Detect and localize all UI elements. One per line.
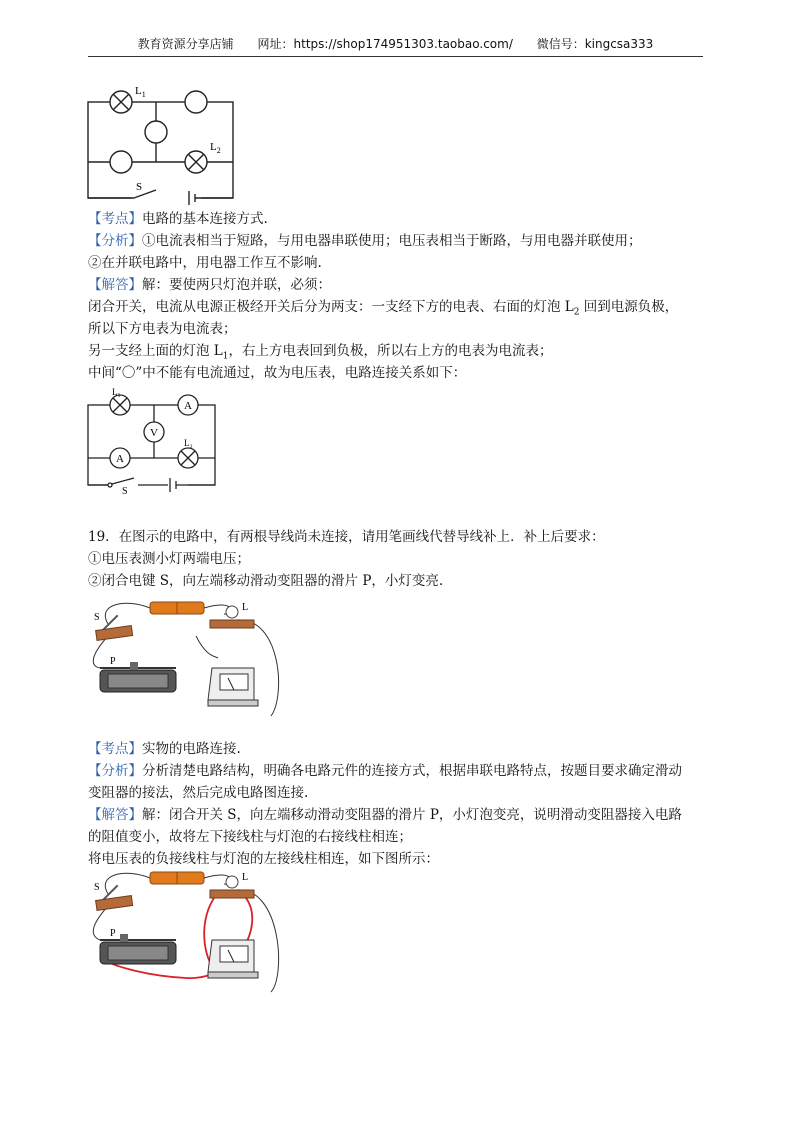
q19-req-1: ①电压表测小灯两端电压； [88,551,250,567]
label-s: S [94,612,100,623]
label-s: S [136,181,143,193]
q18-fenxi-1: 【分析】①电流表相当于短路，与用电器串联使用；电压表相当于断路，与用电器并联使用； [88,233,642,249]
header-url: 网址：https://shop174951303.taobao.com/ [257,37,513,51]
ammeter-bottom-label: A [116,453,124,465]
q18-jieda-1: 【解答】解：要使两只灯泡并联，必须： [88,277,331,293]
circuit-diagram-1 [86,86,246,206]
ammeter-top-label: A [184,400,192,412]
label-s: S [94,882,100,893]
real-circuit-photo-1 [86,596,286,726]
q18-fenxi-2: ②在并联电路中，用电器工作互不影响. [88,255,322,271]
voltmeter-label: V [150,427,158,439]
q18-jieda-2: 闭合开关，电流从电源正极经开关后分为两支：一支经下方的电表、右面的灯泡 $L_2$ 回到电源负极， [88,299,679,318]
label-p: P [110,928,116,939]
q19-fenxi-1: 【分析】分析清楚电路结构，明确各电路元件的连接方式，根据串联电路特点，按题目要求确定滑动 [88,763,682,779]
circuit-diagram-2 [86,386,226,496]
header-wechat: 微信号：kingcsa333 [536,37,654,51]
q19-jieda-2: 的阻值变小，故将左下接线柱与灯泡的右接线柱相连； [88,829,412,845]
q19-kaodian: 【考点】实物的电路连接. [88,741,241,757]
label-l2: L₂ [184,438,193,448]
header-shop: 教育资源分享店铺 [137,37,234,51]
label-s: S [122,486,128,497]
q19-jieda-1: 【解答】解：闭合开关 S，向左端移动滑动变阻器的滑片 P，小灯泡变亮，说明滑动变阻器接入电路 [88,807,682,823]
label-l: L [242,602,249,613]
real-circuit-photo-2 [86,866,286,998]
label-l: L [242,872,249,883]
q19-fenxi-2: 变阻器的接法，然后完成电路图连接. [88,785,309,801]
q19-stem: 19．在图示的电路中，有两根导线尚未连接，请用笔画线代替导线补上．补上后要求： [88,529,605,545]
page-header [88,34,703,57]
q18-jieda-3: 所以下方电表为电流表； [88,321,237,337]
label-l2: $L_2$ [210,141,221,155]
q18-kaodian: 【考点】电路的基本连接方式. [88,211,268,227]
q18-jieda-5: 中间“〇”中不能有电流通过，故为电压表，电路连接关系如下： [88,365,467,381]
q19-jieda-3: 将电压表的负接线柱与灯泡的左接线柱相连，如下图所示： [88,851,439,867]
label-p: P [110,656,116,667]
q18-jieda-4: 另一支经上面的灯泡 $L_1$，右上方电表回到负极，所以右上方的电表为电流表； [88,343,553,362]
q19-req-2: ②闭合电键 S，向左端移动滑动变阻器的滑片 P，小灯变亮. [88,573,444,589]
label-l1: $L_1$ [135,85,146,99]
label-l1: L₁ [112,387,121,397]
